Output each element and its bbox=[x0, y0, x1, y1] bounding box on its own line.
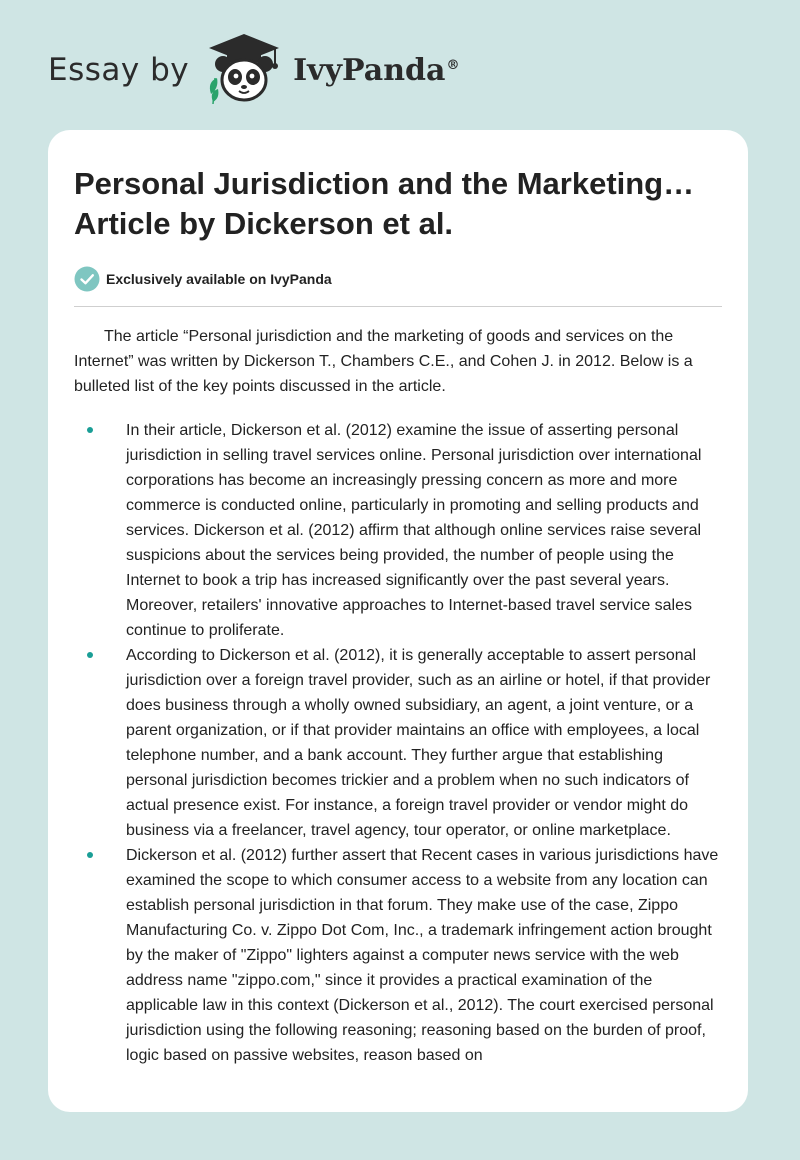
ivypanda-brand-name[interactable] bbox=[293, 53, 459, 88]
check-circle-icon bbox=[74, 266, 100, 292]
essay-title: Personal Jurisdiction and the Marketing… Article by Dickerson et al. bbox=[74, 166, 695, 241]
list-item-text: Dickerson et al. (2012) further assert that Recent cases in various jurisdictions have examined the scope to which consumer access to a website from any location can establish personal jurisdiction in that forum. They make use of the case, Zippo Manufacturing Co. v. Zippo Dot Com, Inc., a trademark infringement action brought by the maker of "Zippo" lighters against a computer news service with the web address name "zippo.com," since it provides a practical examination of the applicable law in this context (Dickerson et al., 2012). The court exercised personal jurisdiction using the following reasoning; reasoning based on the burden of proof, logic based on passive websites, reason based on bbox=[126, 847, 719, 1064]
registered-mark: ® bbox=[446, 57, 460, 73]
ivypanda-logo-icon[interactable] bbox=[205, 32, 283, 109]
site-header bbox=[48, 30, 459, 110]
list-item-text: According to Dickerson et al. (2012), it is generally acceptable to assert personal jurisdiction over a foreign travel provider, such as an airline or hotel, if that provider does business through a wholly owned subsidiary, an agent, a joint venture, or a parent organization, or if that provider maintains an office with employees, a local telephone number, and a bank account. They further argue that establishing personal jurisdiction becomes trickier and a problem when no such indicators of actual presence exist. For instance, a foreign travel provider or vendor might do business via a freelancer, travel agency, tour operator, or online marketplace. bbox=[126, 647, 711, 839]
key-points-list bbox=[74, 418, 722, 1068]
essay-by-label: Essay by bbox=[48, 52, 190, 88]
list-item bbox=[74, 643, 722, 843]
bullet-icon bbox=[87, 652, 93, 658]
essay-card bbox=[48, 130, 748, 1112]
exclusive-badge bbox=[74, 266, 722, 307]
list-item-text: In their article, Dickerson et al. (2012) examine the issue of asserting personal jurisdiction in selling travel services online. Personal jurisdiction over international corporations has become an increasingly pressing concern as more and more commerce is conducted online, particularly in promoting and selling products and services. Dickerson et al. (2012) affirm that although online services raise several suspicions about the services being provided, the number of people using the Internet to book a trip has increased significantly over the past several years. Moreover, retailers' innovative approaches to Internet-based travel service sales continue to proliferate. bbox=[126, 422, 702, 639]
exclusive-badge-label: Exclusively available on IvyPanda bbox=[106, 271, 332, 287]
bullet-icon bbox=[87, 427, 93, 433]
brand-text: IvyPanda bbox=[293, 52, 446, 88]
list-item bbox=[74, 418, 722, 643]
bullet-icon bbox=[87, 852, 93, 858]
intro-paragraph: The article “Personal jurisdiction and the marketing of goods and services on the Internet” was written by Dickerson T., Chambers C.E., and Cohen J. in 2012. Below is a bulleted list of the key points discussed in the article. bbox=[74, 328, 693, 395]
list-item bbox=[74, 843, 722, 1068]
